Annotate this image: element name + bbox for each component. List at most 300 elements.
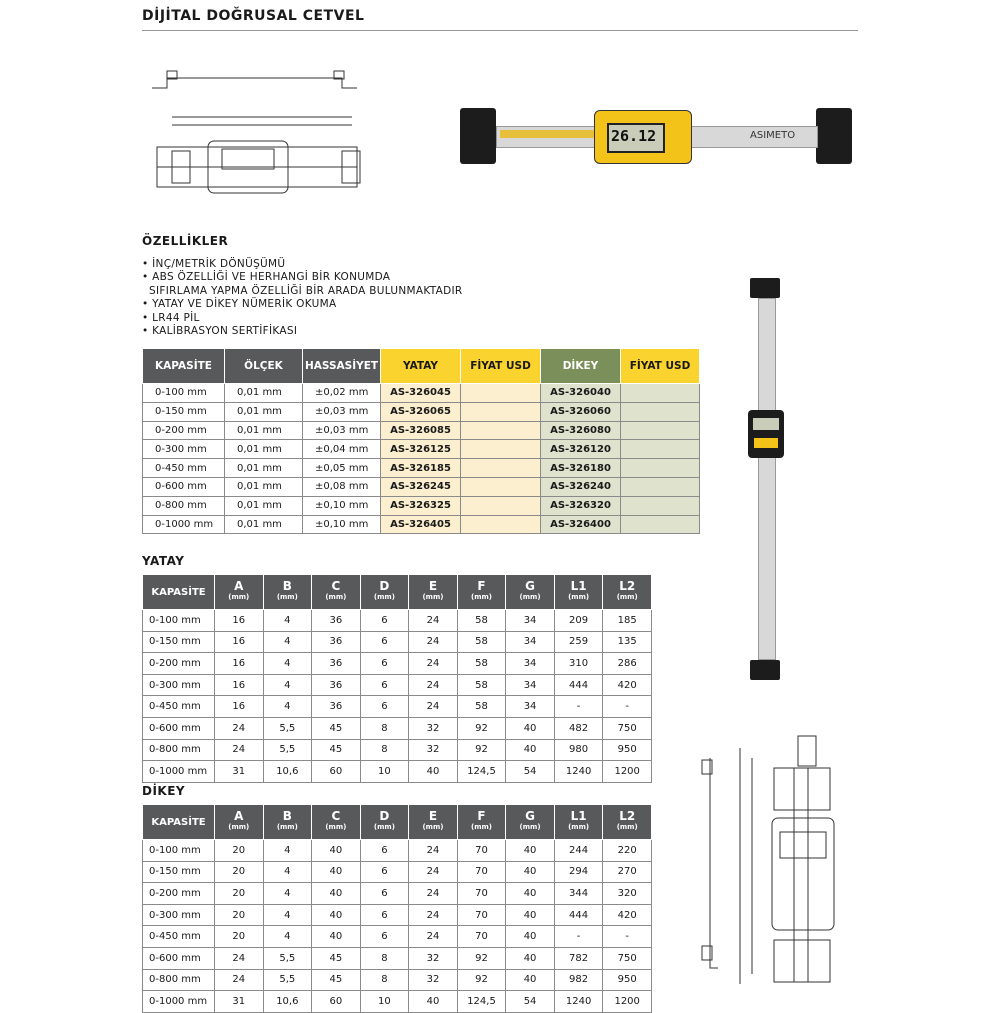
dimension-value-cell: 54 <box>506 991 555 1013</box>
capacity-cell: 0-800 mm <box>143 969 215 991</box>
dimension-letter: A <box>234 809 244 823</box>
dimension-header <box>360 805 409 840</box>
dimension-row <box>143 696 652 718</box>
lcd-value: 26.12 <box>611 127 657 145</box>
capacity-cell: 0-100 mm <box>143 384 225 403</box>
dimension-value-cell: 4 <box>263 883 312 905</box>
horizontal-drawing <box>142 55 382 215</box>
dimension-value-cell: 60 <box>312 991 361 1013</box>
dimension-row <box>143 610 652 632</box>
vertical-code-cell: AS-326040 <box>541 384 621 403</box>
models-table-row <box>143 421 700 440</box>
dimension-letter: L2 <box>619 579 636 593</box>
dimension-value-cell: 5,5 <box>263 717 312 739</box>
vertical-price-cell <box>621 496 700 515</box>
dimension-value-cell: 40 <box>506 947 555 969</box>
dimension-value-cell: - <box>603 926 652 948</box>
models-header-cell: KAPASİTE <box>143 349 225 384</box>
dimension-value-cell: 20 <box>215 883 264 905</box>
dimension-value-cell: 31 <box>215 991 264 1013</box>
dimension-value-cell: 1240 <box>554 991 603 1013</box>
dimension-unit: (mm) <box>422 823 444 831</box>
models-header-row <box>143 349 700 384</box>
dimension-header <box>603 805 652 840</box>
models-header-cell: ÖLÇEK <box>225 349 303 384</box>
capacity-cell: 0-300 mm <box>143 674 215 696</box>
dimension-header <box>409 805 458 840</box>
dimension-value-cell: 286 <box>603 653 652 675</box>
dimension-value-cell: 6 <box>360 861 409 883</box>
dimension-unit: (mm) <box>276 593 298 601</box>
dimension-row <box>143 717 652 739</box>
dimension-letter: B <box>282 579 292 593</box>
models-header-cell: FİYAT USD <box>621 349 700 384</box>
dimension-value-cell: 320 <box>603 883 652 905</box>
dimension-value-cell: 4 <box>263 904 312 926</box>
dimension-row <box>143 969 652 991</box>
vertical-readout-unit <box>748 410 784 458</box>
dimension-value-cell: 220 <box>603 840 652 862</box>
dimension-value-cell: 34 <box>506 653 555 675</box>
feature-item: • KALİBRASYON SERTİFİKASI <box>142 325 463 338</box>
dimension-value-cell: 24 <box>409 610 458 632</box>
dimension-row <box>143 883 652 905</box>
dimension-value-cell: 982 <box>554 969 603 991</box>
horizontal-product-photo <box>460 108 855 168</box>
dimension-value-cell: 16 <box>215 631 264 653</box>
dimension-value-cell: 6 <box>360 696 409 718</box>
vertical-code-cell: AS-326060 <box>541 402 621 421</box>
capacity-header: KAPASİTE <box>143 575 215 610</box>
models-table-row <box>143 515 700 534</box>
dimension-value-cell: 6 <box>360 653 409 675</box>
scale-cell: 0,01 mm <box>225 440 303 459</box>
dimension-value-cell: 6 <box>360 610 409 632</box>
dimension-value-cell: 58 <box>457 653 506 675</box>
dimension-letter: C <box>331 809 341 823</box>
capacity-cell: 0-150 mm <box>143 861 215 883</box>
vertical-drawing-svg <box>690 728 858 994</box>
dimension-value-cell: 70 <box>457 904 506 926</box>
dimension-header <box>506 575 555 610</box>
horizontal-price-cell <box>461 515 541 534</box>
dimension-value-cell: 10,6 <box>263 991 312 1013</box>
vertical-price-cell <box>621 384 700 403</box>
models-table-row <box>143 496 700 515</box>
dimension-value-cell: 4 <box>263 696 312 718</box>
dimension-value-cell: 32 <box>409 947 458 969</box>
dimension-value-cell: 45 <box>312 717 361 739</box>
dimension-value-cell: 1240 <box>554 761 603 783</box>
horizontal-code-cell: AS-326045 <box>381 384 461 403</box>
vertical-price-cell <box>621 515 700 534</box>
accuracy-cell: ±0,04 mm <box>303 440 381 459</box>
models-table-row <box>143 384 700 403</box>
dimension-unit: (mm) <box>422 593 444 601</box>
dimension-row <box>143 904 652 926</box>
dimension-value-cell: 980 <box>554 739 603 761</box>
capacity-cell: 0-800 mm <box>143 739 215 761</box>
dimension-value-cell: 444 <box>554 674 603 696</box>
dimension-value-cell: 270 <box>603 861 652 883</box>
capacity-cell: 0-200 mm <box>143 421 225 440</box>
dimension-header <box>506 805 555 840</box>
capacity-cell: 0-800 mm <box>143 496 225 515</box>
vertical-price-cell <box>621 477 700 496</box>
dimension-value-cell: 24 <box>409 840 458 862</box>
horizontal-price-cell <box>461 402 541 421</box>
accuracy-cell: ±0,10 mm <box>303 496 381 515</box>
dimension-value-cell: 58 <box>457 631 506 653</box>
horizontal-price-cell <box>461 477 541 496</box>
dimension-unit: (mm) <box>228 593 250 601</box>
dimension-value-cell: 40 <box>409 991 458 1013</box>
horizontal-price-cell <box>461 384 541 403</box>
feature-item: • İNÇ/METRİK DÖNÜŞÜMÜ <box>142 258 463 271</box>
capacity-cell: 0-450 mm <box>143 696 215 718</box>
vertical-code-cell: AS-326240 <box>541 477 621 496</box>
dimension-value-cell: 420 <box>603 674 652 696</box>
dimension-unit: (mm) <box>373 593 395 601</box>
dimension-value-cell: - <box>603 696 652 718</box>
dimension-value-cell: - <box>554 696 603 718</box>
horizontal-price-cell <box>461 440 541 459</box>
capacity-cell: 0-150 mm <box>143 631 215 653</box>
dimension-value-cell: 4 <box>263 926 312 948</box>
dimension-value-cell: 70 <box>457 883 506 905</box>
vertical-drawing <box>690 728 858 994</box>
capacity-cell: 0-200 mm <box>143 883 215 905</box>
dimension-value-cell: 16 <box>215 674 264 696</box>
scale-cell: 0,01 mm <box>225 459 303 478</box>
dimension-value-cell: 10 <box>360 761 409 783</box>
dimension-unit: (mm) <box>325 593 347 601</box>
vertical-lcd-display <box>753 418 779 430</box>
horizontal-code-cell: AS-326245 <box>381 477 461 496</box>
dimension-value-cell: 5,5 <box>263 969 312 991</box>
horizontal-price-cell <box>461 421 541 440</box>
capacity-cell: 0-150 mm <box>143 402 225 421</box>
dimension-unit: (mm) <box>325 823 347 831</box>
dimension-value-cell: 70 <box>457 926 506 948</box>
dimension-unit: (mm) <box>616 593 638 601</box>
dimension-value-cell: 16 <box>215 653 264 675</box>
dimension-unit: (mm) <box>471 593 492 601</box>
horizontal-price-cell <box>461 496 541 515</box>
dimension-value-cell: 70 <box>457 861 506 883</box>
dimension-header <box>215 805 264 840</box>
dimension-letter: E <box>428 579 438 593</box>
vertical-price-cell <box>621 440 700 459</box>
dimension-unit: (mm) <box>228 823 250 831</box>
dimension-value-cell: 444 <box>554 904 603 926</box>
dimension-value-cell: 10 <box>360 991 409 1013</box>
dimension-value-cell: 6 <box>360 674 409 696</box>
capacity-cell: 0-1000 mm <box>143 515 225 534</box>
models-table-row <box>143 402 700 421</box>
dimension-value-cell: 24 <box>215 969 264 991</box>
dimension-value-cell: 750 <box>603 717 652 739</box>
dimension-value-cell: 124,5 <box>457 991 506 1013</box>
horizontal-code-cell: AS-326325 <box>381 496 461 515</box>
dimension-value-cell: 420 <box>603 904 652 926</box>
dimension-value-cell: 31 <box>215 761 264 783</box>
horizontal-price-cell <box>461 459 541 478</box>
dimension-unit: (mm) <box>568 593 590 601</box>
dimension-value-cell: 92 <box>457 739 506 761</box>
vertical-code-cell: AS-326400 <box>541 515 621 534</box>
dimension-value-cell: 36 <box>312 610 361 632</box>
dikey-heading: DİKEY <box>142 784 186 798</box>
dimension-value-cell: 6 <box>360 631 409 653</box>
models-table <box>142 348 700 534</box>
dimension-letter: L1 <box>570 579 587 593</box>
dimension-row <box>143 840 652 862</box>
dimension-row <box>143 631 652 653</box>
page-title: DİJİTAL DOĞRUSAL CETVEL <box>142 8 365 24</box>
dimension-value-cell: 16 <box>215 610 264 632</box>
dimension-unit: (mm) <box>471 823 492 831</box>
dimension-value-cell: 32 <box>409 717 458 739</box>
dimension-value-cell: 24 <box>409 883 458 905</box>
dimension-value-cell: 34 <box>506 696 555 718</box>
capacity-cell: 0-100 mm <box>143 840 215 862</box>
dimension-value-cell: 24 <box>409 861 458 883</box>
dimension-value-cell: 20 <box>215 840 264 862</box>
horizontal-code-cell: AS-326085 <box>381 421 461 440</box>
dimension-letter: B <box>282 809 292 823</box>
dimension-value-cell: 34 <box>506 631 555 653</box>
title-divider <box>142 30 858 31</box>
dimension-header <box>457 805 506 840</box>
dimension-value-cell: 58 <box>457 696 506 718</box>
bottom-mounting-block <box>750 660 780 680</box>
horizontal-code-cell: AS-326065 <box>381 402 461 421</box>
horizontal-code-cell: AS-326125 <box>381 440 461 459</box>
dimension-value-cell: 1200 <box>603 761 652 783</box>
dimension-letter: F <box>477 809 486 823</box>
accuracy-cell: ±0,03 mm <box>303 421 381 440</box>
dimension-value-cell: 20 <box>215 861 264 883</box>
vertical-code-cell: AS-326120 <box>541 440 621 459</box>
vertical-price-cell <box>621 459 700 478</box>
dimension-value-cell: 40 <box>506 883 555 905</box>
capacity-header: KAPASİTE <box>143 805 215 840</box>
capacity-cell: 0-300 mm <box>143 440 225 459</box>
models-table-row <box>143 459 700 478</box>
models-header-cell: FİYAT USD <box>461 349 541 384</box>
brand-label: ASIMETO <box>750 130 796 141</box>
horizontal-code-cell: AS-326405 <box>381 515 461 534</box>
dimension-row <box>143 991 652 1013</box>
vertical-code-cell: AS-326180 <box>541 459 621 478</box>
dimension-value-cell: 1200 <box>603 991 652 1013</box>
feature-item: SIFIRLAMA YAPMA ÖZELLİĞİ BİR ARADA BULUNMAKTADIR <box>149 284 463 297</box>
models-table-row <box>143 440 700 459</box>
dimension-value-cell: 24 <box>409 653 458 675</box>
models-header-cell: DİKEY <box>541 349 621 384</box>
dimension-value-cell: 750 <box>603 947 652 969</box>
dimension-header <box>312 805 361 840</box>
dimension-value-cell: 4 <box>263 674 312 696</box>
dimension-value-cell: 24 <box>215 717 264 739</box>
dimension-value-cell: 24 <box>409 926 458 948</box>
right-mounting-block <box>816 108 852 164</box>
capacity-cell: 0-600 mm <box>143 947 215 969</box>
feature-item: • LR44 PİL <box>142 312 463 325</box>
dimension-value-cell: 8 <box>360 717 409 739</box>
dimension-value-cell: 24 <box>215 739 264 761</box>
dimension-value-cell: 92 <box>457 717 506 739</box>
dimension-header <box>263 575 312 610</box>
horizontal-code-cell: AS-326185 <box>381 459 461 478</box>
dimension-value-cell: 5,5 <box>263 739 312 761</box>
vertical-code-cell: AS-326080 <box>541 421 621 440</box>
dimension-value-cell: 16 <box>215 696 264 718</box>
dimension-value-cell: 6 <box>360 840 409 862</box>
dimension-value-cell: 24 <box>409 674 458 696</box>
dimension-unit: (mm) <box>373 823 395 831</box>
dimension-value-cell: 92 <box>457 947 506 969</box>
dimension-value-cell: 40 <box>506 926 555 948</box>
scale-cell: 0,01 mm <box>225 515 303 534</box>
dimension-value-cell: 40 <box>312 883 361 905</box>
dimension-row <box>143 653 652 675</box>
dimension-value-cell: 34 <box>506 610 555 632</box>
dimension-header <box>457 575 506 610</box>
capacity-cell: 0-100 mm <box>143 610 215 632</box>
dimension-value-cell: 244 <box>554 840 603 862</box>
dimension-row <box>143 761 652 783</box>
dimension-value-cell: 36 <box>312 631 361 653</box>
models-table-body <box>143 384 700 534</box>
dimension-value-cell: 45 <box>312 969 361 991</box>
dimension-value-cell: 950 <box>603 739 652 761</box>
dimension-value-cell: 24 <box>409 631 458 653</box>
dimension-value-cell: 40 <box>506 861 555 883</box>
dimension-value-cell: 344 <box>554 883 603 905</box>
vertical-product-photo <box>748 278 784 680</box>
scale-cell: 0,01 mm <box>225 477 303 496</box>
dimension-unit: (mm) <box>519 823 541 831</box>
features-list <box>142 258 463 338</box>
dimension-value-cell: 36 <box>312 653 361 675</box>
dimension-value-cell: 32 <box>409 739 458 761</box>
dimension-value-cell: 6 <box>360 926 409 948</box>
dimension-letter: D <box>379 809 390 823</box>
dimension-letter: E <box>428 809 438 823</box>
dimension-value-cell: 209 <box>554 610 603 632</box>
dimension-value-cell: 34 <box>506 674 555 696</box>
dimension-unit: (mm) <box>519 593 541 601</box>
dimension-value-cell: 40 <box>312 840 361 862</box>
dimension-value-cell: 259 <box>554 631 603 653</box>
dimension-unit: (mm) <box>568 823 590 831</box>
dimension-header <box>215 575 264 610</box>
features-heading: ÖZELLİKLER <box>142 234 229 248</box>
capacity-cell: 0-450 mm <box>143 459 225 478</box>
dimension-row <box>143 926 652 948</box>
dimension-value-cell: 782 <box>554 947 603 969</box>
dimension-value-cell: 40 <box>506 904 555 926</box>
vertical-price-cell <box>621 421 700 440</box>
dimension-value-cell: 20 <box>215 904 264 926</box>
scale-cell: 0,01 mm <box>225 384 303 403</box>
dimension-row <box>143 739 652 761</box>
dimension-value-cell: 4 <box>263 840 312 862</box>
dimension-value-cell: 6 <box>360 883 409 905</box>
dimension-value-cell: 482 <box>554 717 603 739</box>
models-table-row <box>143 477 700 496</box>
dimension-letter: L1 <box>570 809 587 823</box>
dimension-value-cell: 950 <box>603 969 652 991</box>
scale-cell: 0,01 mm <box>225 402 303 421</box>
vertical-readout-accent <box>754 438 778 448</box>
dimension-value-cell: 294 <box>554 861 603 883</box>
dimension-row <box>143 674 652 696</box>
dimension-value-cell: 40 <box>506 717 555 739</box>
dimension-value-cell: 310 <box>554 653 603 675</box>
dikey-dimensions-table <box>142 804 652 1013</box>
dimension-value-cell: 92 <box>457 969 506 991</box>
accuracy-cell: ±0,03 mm <box>303 402 381 421</box>
dimension-value-cell: 45 <box>312 739 361 761</box>
dimension-value-cell: 45 <box>312 947 361 969</box>
dimension-unit: (mm) <box>616 823 638 831</box>
models-header-cell: YATAY <box>381 349 461 384</box>
readout-unit <box>594 110 692 164</box>
dimension-header <box>263 805 312 840</box>
dimension-value-cell: 40 <box>409 761 458 783</box>
dimension-value-cell: 8 <box>360 947 409 969</box>
vertical-code-cell: AS-326320 <box>541 496 621 515</box>
dimension-letter: G <box>525 809 535 823</box>
capacity-cell: 0-600 mm <box>143 477 225 496</box>
dimension-value-cell: - <box>554 926 603 948</box>
capacity-cell: 0-450 mm <box>143 926 215 948</box>
feature-item: • YATAY VE DİKEY NÜMERİK OKUMA <box>142 298 463 311</box>
dimension-value-cell: 185 <box>603 610 652 632</box>
dimension-letter: C <box>331 579 341 593</box>
dimension-value-cell: 40 <box>506 969 555 991</box>
dimension-value-cell: 8 <box>360 739 409 761</box>
accuracy-cell: ±0,05 mm <box>303 459 381 478</box>
dimension-letter: G <box>525 579 535 593</box>
capacity-cell: 0-600 mm <box>143 717 215 739</box>
dimension-value-cell: 36 <box>312 674 361 696</box>
models-header-cell: HASSASİYET <box>303 349 381 384</box>
dimension-header <box>409 575 458 610</box>
dimension-value-cell: 20 <box>215 926 264 948</box>
capacity-cell: 0-300 mm <box>143 904 215 926</box>
dimension-value-cell: 5,5 <box>263 947 312 969</box>
dimension-value-cell: 8 <box>360 969 409 991</box>
feature-item: • ABS ÖZELLİĞİ VE HERHANGİ BİR KONUMDA <box>142 271 463 284</box>
left-mounting-block <box>460 108 496 164</box>
dimension-header <box>360 575 409 610</box>
dimension-row <box>143 947 652 969</box>
dimension-value-cell: 24 <box>409 696 458 718</box>
dimension-letter: F <box>477 579 486 593</box>
vertical-price-cell <box>621 402 700 421</box>
dimension-value-cell: 58 <box>457 674 506 696</box>
dimension-value-cell: 60 <box>312 761 361 783</box>
yatay-heading: YATAY <box>142 554 185 568</box>
dimension-value-cell: 32 <box>409 969 458 991</box>
dimension-header <box>312 575 361 610</box>
dimension-row <box>143 861 652 883</box>
capacity-cell: 0-1000 mm <box>143 991 215 1013</box>
